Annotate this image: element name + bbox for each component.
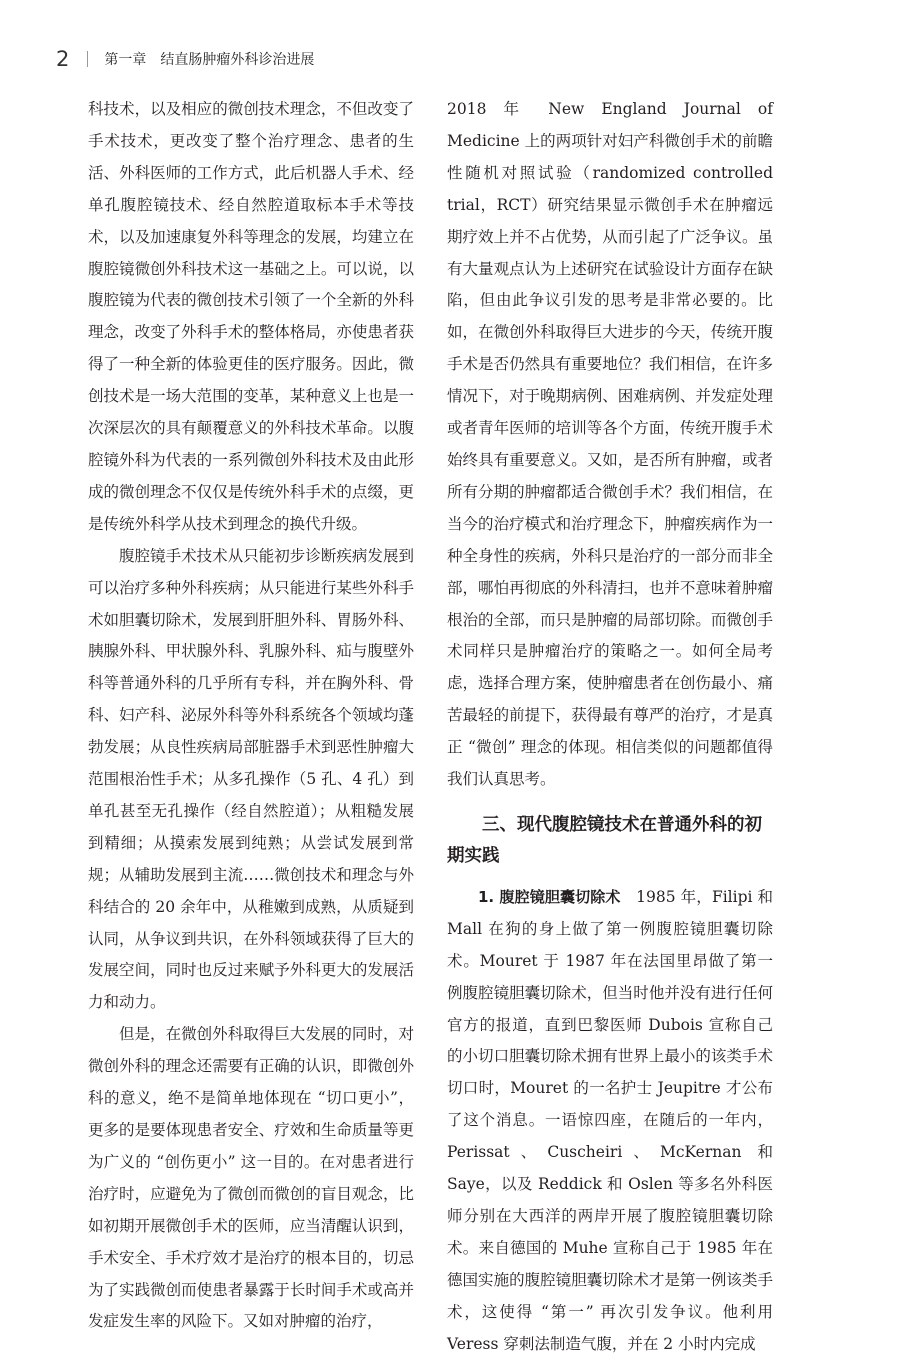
chapter-title: 结直肠肿瘤外科诊治进展 — [160, 52, 315, 68]
subsection-paragraph — [447, 882, 773, 1361]
section-heading: 三、现代腹腔镜技术在普通外科的初期实践 — [447, 814, 762, 866]
subsection-text: 1985 年，Filipi 和 Mall 在狗的身上做了第一例腹腔镜胆囊切除术。Mouret 于 1987 年在法国里昂做了第一例腹腔镜胆囊切除术，但当时他并没有进行任何官方的报道，直到巴黎医师 Dubois 宣称自己的小切口胆囊切除术拥有世界上最小的该类手术切口时，Mouret 的一名护士 Jeupitre 才公布了这个消息。一语惊四座，在随后的一年内，Perissat、Cuscheiri、McKernan 和 Saye，以及 Reddick 和 Oslen 等多名外科医师分别在大西洋的两岸开展了腹腔镜胆囊切除术。来自德国的 Muhe 宣称自己于 1985 年在德国实施的腹腔镜胆囊切除术才是第一例该类手术，这使得 “第一” 再次引发争议。他利用 Veress 穿刺法制造气腹，并在 2 小时内完成 — [447, 887, 774, 1353]
left-column — [88, 94, 414, 1338]
paragraph: 腹腔镜手术技术从只能初步诊断疾病发展到可以治疗多种外科疾病；从只能进行某些外科手术如胆囊切除术，发展到肝胆外科、胃肠外科、胰腺外科、甲状腺外科、乳腺外科、疝与腹壁外科等普通外科的几乎所有专科，并在胸外科、骨科、妇产科、泌尿外科等外科系统各个领域均蓬勃发展；从良性疾病局部脏器手术到恶性肿瘤大范围根治性手术；从多孔操作（5 孔、4 孔）到单孔甚至无孔操作（经自然腔道）；从粗糙发展到精细；从摸索发展到纯熟；从尝试发展到常规；从辅助发展到主流……微创技术和理念与外科结合的 20 余年中，从稚嫩到成熟，从质疑到认同，从争议到共识，在外科领域获得了巨大的发展空间，同时也反过来赋予外科更大的发展活力和动力。 — [88, 546, 414, 1012]
paragraph: 但是，在微创外科取得巨大发展的同时，对微创外科的理念还需要有正确的认识，即微创外科的意义，绝不是简单地体现在 “切口更小”，更多的是要体现患者安全、疗效和生命质量等更为广义的 “创伤更小” 这一目的。在对患者进行治疗时，应避免为了微创而微创的盲目观念，比如初期开展微创手术的医师，应当清醒认识到，手术安全、手术疗效才是治疗的根本目的，切忌为了实践微创而使患者暴露于长时间手术或高并发症发生率的风险下。又如对肿瘤的治疗， — [88, 1025, 414, 1331]
paragraph: 2018 年 New England Journal of Medicine 上的两项针对妇产科微创手术的前瞻性随机对照试验（randomized controlled trial，RCT）研究结果显示微创手术在肿瘤远期疗效上并不占优势，从而引起了广泛争议。虽有大量观点认为上述研究在试验设计方面存在缺陷，但由此争议引发的思考是非常必要的。比如，在微创外科取得巨大进步的今天，传统开腹手术是否仍然具有重要地位？我们相信，在许多情况下，对于晚期病例、困难病例、并发症处理或者青年医师的培训等各个方面，传统开腹手术始终具有重要意义。又如，是否所有肿瘤，或者所有分期的肿瘤都适合微创手术？我们相信，在当今的治疗模式和治疗理念下，肿瘤疾病作为一种全身性的疾病，外科只是治疗的一部分而非全部，哪怕再彻底的外科清扫，也并不意味着肿瘤根治的全部，而只是肿瘤的局部切除。而微创手术同样只是肿瘤治疗的策略之一。如何全局考虑，选择合理方案，使肿瘤患者在创伤最小、痛苦最轻的前提下，获得最有尊严的治疗，才是真正 “微创” 理念的体现。相信类似的问题都值得我们认真思考。 — [447, 100, 773, 789]
subsection-title: 1. 腹腔镜胆囊切除术 — [478, 887, 621, 906]
page-number: 2 — [56, 47, 70, 71]
header-divider — [87, 51, 88, 67]
chapter-label: 第一章 — [104, 52, 147, 68]
running-header — [56, 43, 314, 75]
chapter-heading — [104, 49, 314, 69]
paragraph: 科技术，以及相应的微创技术理念，不但改变了手术技术，更改变了整个治疗理念、患者的生活、外科医师的工作方式，此后机器人手术、经单孔腹腔镜技术、经自然腔道取标本手术等技术，以及加速康复外科等理念的发展，均建立在腹腔镜微创外科技术这一基础之上。可以说，以腹腔镜为代表的微创技术引领了一个全新的外科理念，改变了外科手术的整体格局，亦使患者获得了一种全新的体验更佳的医疗服务。因此，微创技术是一场大范围的变革，某种意义上也是一次深层次的具有颠覆意义的外科技术革命。以腹腔镜外科为代表的一系列微创外科技术及由此形成的微创理念不仅仅是传统外科手术的点缀，更是传统外科学从技术到理念的换代升级。 — [88, 100, 414, 533]
right-column — [447, 94, 773, 1361]
